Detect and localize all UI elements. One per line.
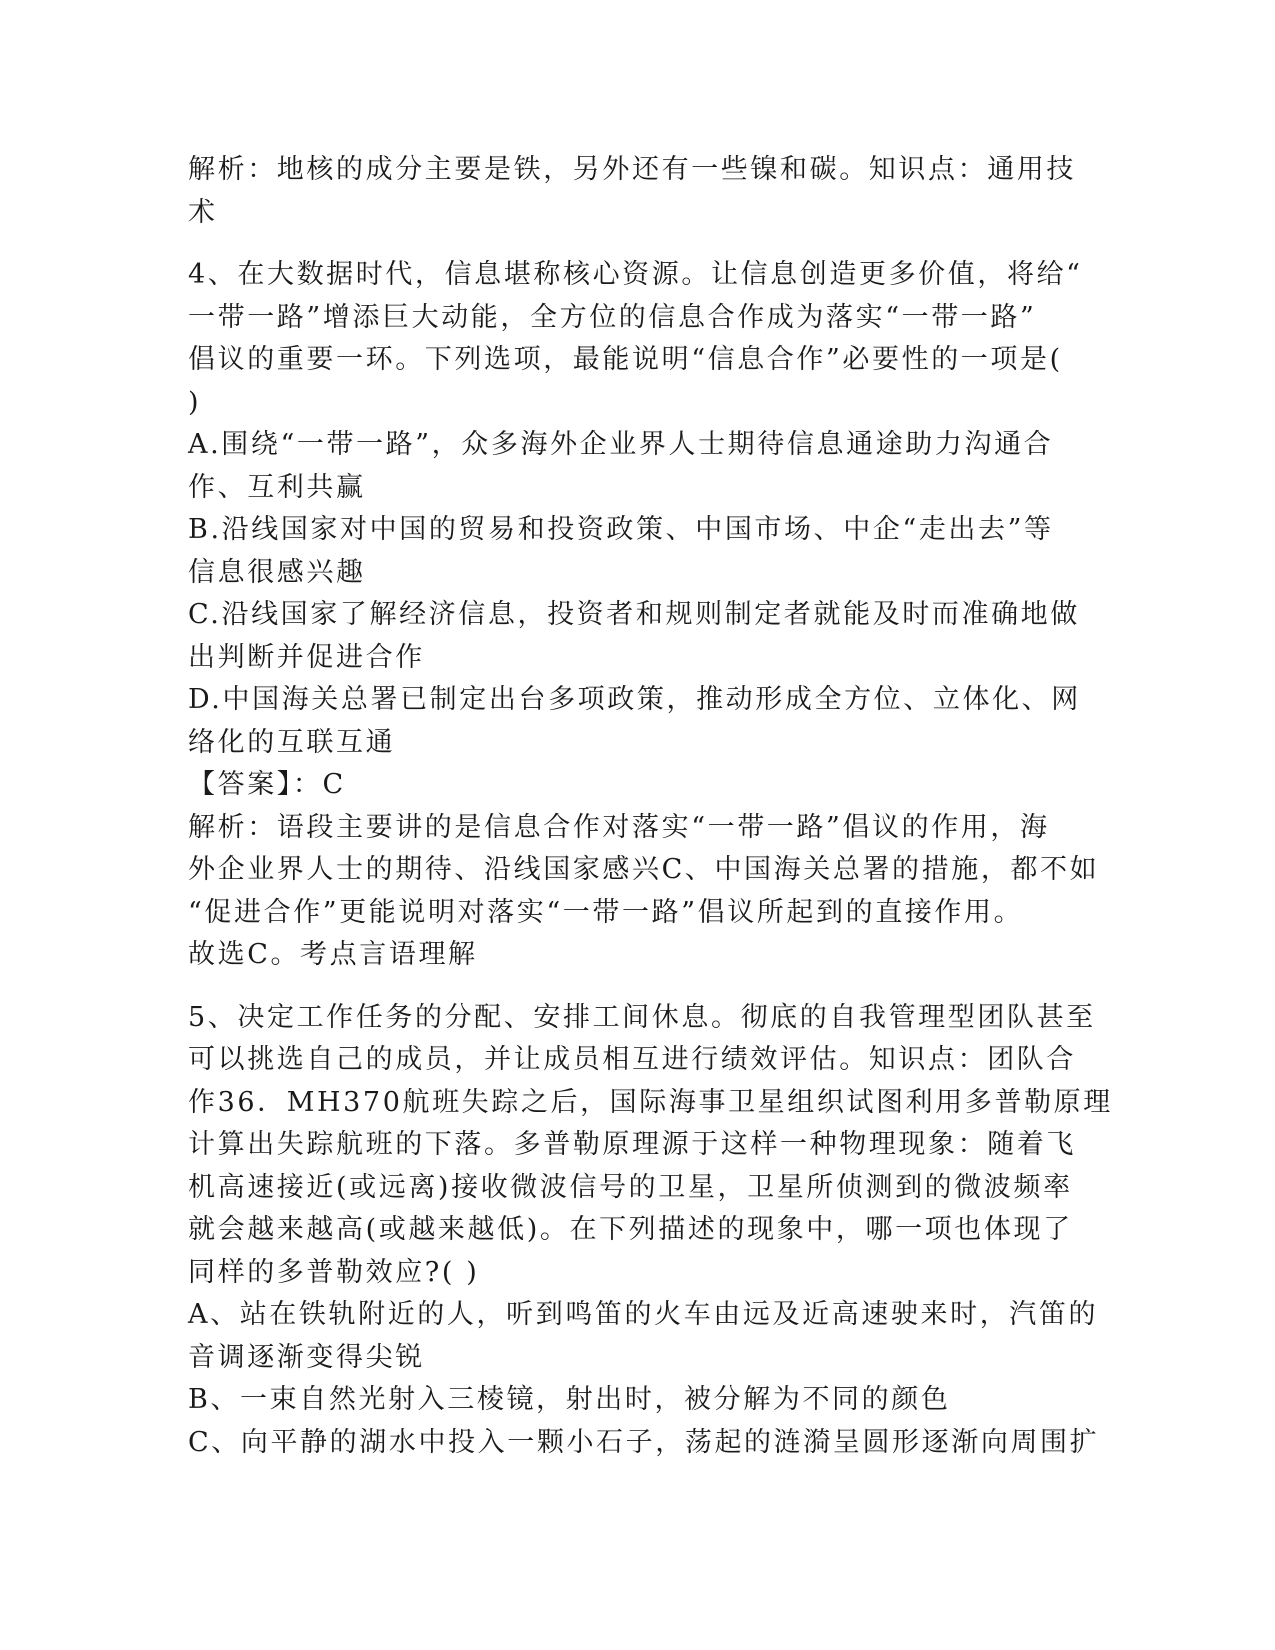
question-stem-line: ) xyxy=(188,386,202,418)
option-a-line: 作、互利共赢 xyxy=(188,471,366,503)
question-stem-line: 4、在大数据时代，信息堪称核心资源。让信息创造更多价值，将给“ xyxy=(188,259,1083,290)
question-4 xyxy=(188,254,1100,977)
analysis-line: 解析：语段主要讲的是信息合作对落实“一带一路”倡议的作用，海 xyxy=(188,811,1050,843)
paragraph-gap xyxy=(188,234,1088,254)
option-c-line: C、向平静的湖水中投入一颗小石子，荡起的涟漪呈圆形逐渐向周围扩 xyxy=(188,1426,1100,1458)
option-b-line: B、一束自然光射入三棱镜，射出时，被分解为不同的颜色 xyxy=(188,1384,951,1415)
question-stem-line: 一带一路”增添巨大动能，全方位的信息合作成为落实“一带一路” xyxy=(188,301,1037,333)
option-d-line: 络化的互联互通 xyxy=(188,726,396,758)
question-stem-line: 可以挑选自己的成员，并让成员相互进行绩效评估。知识点：团队合 xyxy=(188,1044,1076,1075)
question-5 xyxy=(188,997,1113,1465)
question-stem-line: 作36．MH370航班失踪之后，国际海事卫星组织试图利用多普勒原理 xyxy=(188,1086,1113,1118)
option-a-line: A.围绕“一带一路”，众多海外企业界人士期待信息通途助力沟通合 xyxy=(188,429,1054,460)
option-b-line: B.沿线国家对中国的贸易和投资政策、中国市场、中企“走出去”等 xyxy=(188,514,1054,545)
document-page xyxy=(188,149,1113,1464)
option-c-line: C.沿线国家了解经济信息，投资者和规则制定者就能及时而准确地做 xyxy=(188,599,1080,630)
question-stem-line: 就会越来越高(或越来越低)。在下列描述的现象中，哪一项也体现了 xyxy=(188,1214,1073,1245)
analysis-paragraph xyxy=(188,149,1088,234)
question-stem-line: 机高速接近(或远离)接收微波信号的卫星，卫星所侦测到的微波频率 xyxy=(188,1171,1073,1203)
question-stem-line: 倡议的重要一环。下列选项，最能说明“信息合作”必要性的一项是( xyxy=(188,344,1063,375)
option-a-line: 音调逐渐变得尖锐 xyxy=(188,1341,425,1373)
answer-line: 【答案】：C xyxy=(188,769,346,800)
paragraph-gap xyxy=(188,977,1088,997)
text-line: 术 xyxy=(188,196,218,228)
analysis-line: 外企业界人士的期待、沿线国家感兴C、中国海关总署的措施，都不如 xyxy=(188,854,1100,885)
question-stem-line: 计算出失踪航班的下落。多普勒原理源于这样一种物理现象：随着飞 xyxy=(188,1129,1076,1160)
analysis-line: “促进合作”更能说明对落实“一带一路”倡议所起到的直接作用。 xyxy=(188,896,1024,928)
option-d-line: D.中国海关总署已制定出台多项政策，推动形成全方位、立体化、网 xyxy=(188,684,1081,715)
option-a-line: A、站在铁轨附近的人，听到鸣笛的火车由远及近高速驶来时，汽笛的 xyxy=(188,1299,1099,1330)
question-stem-line: 同样的多普勒效应?( ) xyxy=(188,1256,480,1288)
option-b-line: 信息很感兴趣 xyxy=(188,556,366,588)
analysis-line: 故选C。考点言语理解 xyxy=(188,939,478,970)
option-c-line: 出判断并促进合作 xyxy=(188,641,425,673)
text-line: 解析：地核的成分主要是铁，另外还有一些镍和碳。知识点：通用技 xyxy=(188,154,1076,185)
question-stem-line: 5、决定工作任务的分配、安排工间休息。彻底的自我管理型团队甚至 xyxy=(188,1001,1096,1033)
